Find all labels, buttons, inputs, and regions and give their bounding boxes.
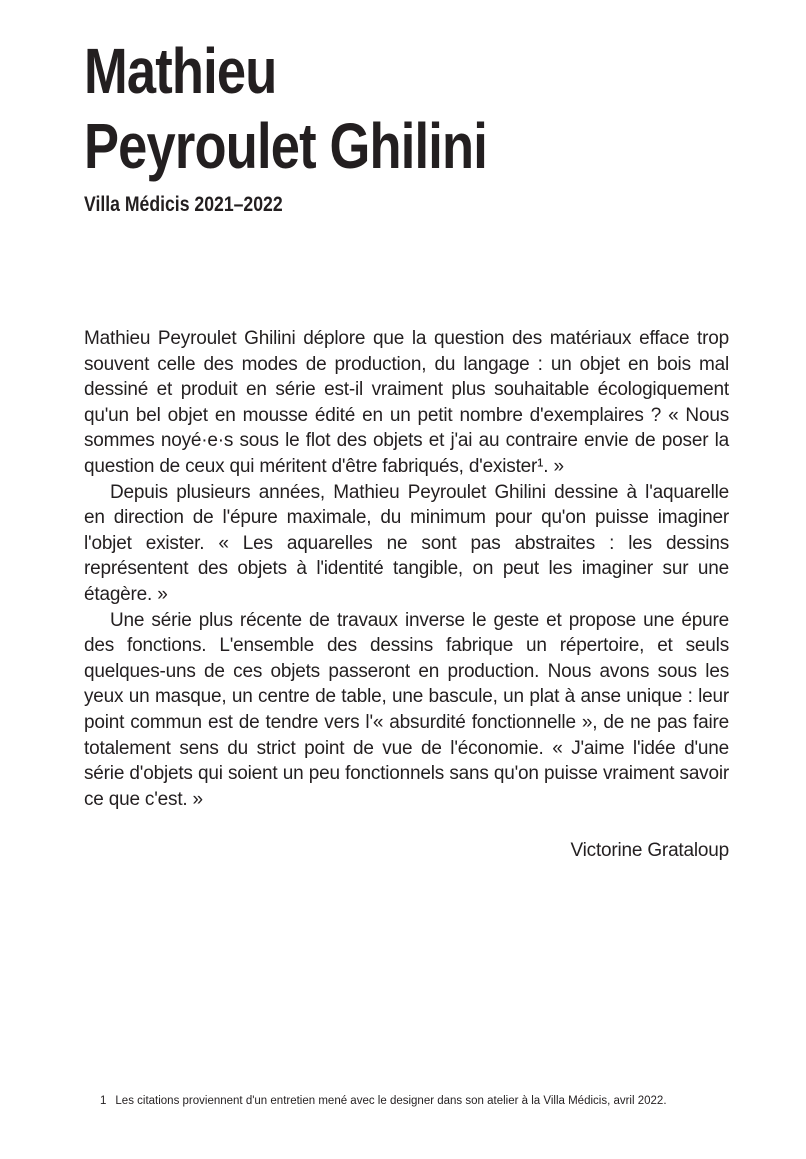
article-body	[84, 326, 729, 864]
title-line-2: Peyroulet Ghilini	[84, 110, 488, 182]
subtitle-residency-years: Villa Médicis 2021–2022	[84, 192, 283, 216]
page-title	[84, 34, 789, 184]
footnote-text: Les citations proviennent d'un entretien mené avec le designer dans son atelier à la Villa Médicis, avril 2022.	[115, 1095, 667, 1107]
title-line-1: Mathieu	[84, 35, 277, 107]
footnote	[100, 1094, 760, 1108]
paragraph-3: Une série plus récente de travaux inverse le geste et propose une épure des fonctions. L'ensemble des dessins fabrique un répertoire, et seuls quelques-uns de ces objets passeront en production. Nous avons sous les yeux un masque, un centre de table, une bascule, un plat à anse unique : leur point commun est de tendre vers l'« absurdité fonctionnelle », de ne pas faire totalement sens du strict point de vue de l'économie. « J'aime l'idée d'une série d'objets qui soient un peu fonctionnels sans qu'on puisse vraiment savoir ce que c'est. »	[84, 609, 729, 810]
footnote-number: 1	[100, 1095, 107, 1107]
paragraph-1: Mathieu Peyroulet Ghilini déplore que la question des matériaux efface trop souvent celle des modes de production, du langage : un objet en bois mal dessiné et produit en série est-il vraiment plus souhaitable écologiquement qu'un bel objet en mousse édité en un petit nombre d'exemplaires ? « Nous sommes noyé·e·s sous le flot des objets et j'ai au contraire envie de poser la question de ceux qui méritent d'être fabriqués, d'exister¹. »	[84, 328, 729, 477]
document-header	[84, 34, 789, 217]
author-credit: Victorine Grataloup	[570, 840, 729, 862]
paragraph-2: Depuis plusieurs années, Mathieu Peyroulet Ghilini dessine à l'aquarelle en direction de l'épure maximale, du minimum pour qu'on puisse imaginer l'objet exister. « Les aquarelles ne sont pas abstraites : les dessins représentent des objets à l'identité tangible, on peut les imaginer sur une étagère. »	[84, 481, 729, 605]
